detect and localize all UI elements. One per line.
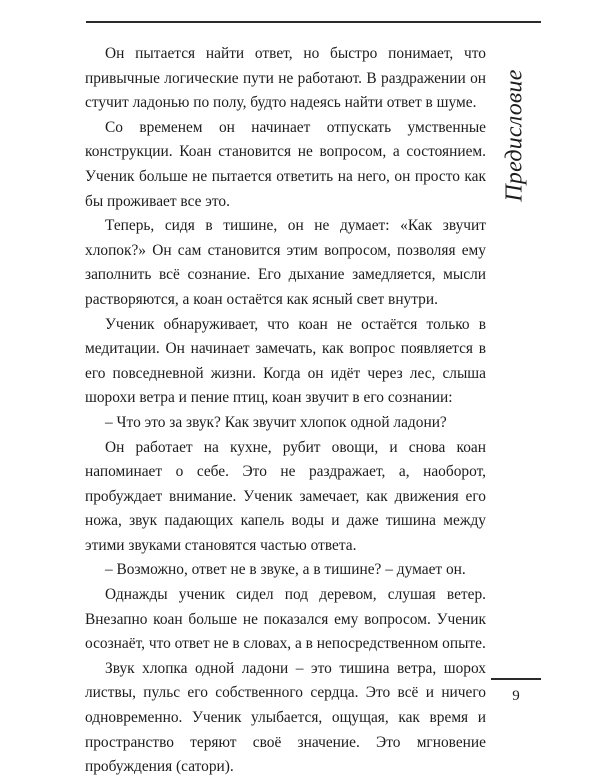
running-title: [500, 60, 530, 210]
paragraph: Однажды ученик сидел под деревом, слушая ветер. Внезапно коан больше не показался ему вопросом. Ученик осознаёт, что ответ не в словах, а в непосредственном опыте.: [85, 586, 486, 653]
paragraph: Звук хлопка одной ладони – это тишина ветра, шорох листвы, пульс его собственного сердца. Это всё и ничего одновременно. Ученик улыбается, ощущая, как время и пространство теряют своё значение. Это мгновение пробуждения (сатори).: [85, 659, 486, 776]
page-body: [85, 42, 486, 780]
paragraph: Он работает на кухне, рубит овощи, и снова коан напоминает о себе. Это не раздражает, а, наоборот, пробуждает внимание. Ученик замечает, как движения его ножа, звук падающих капель воды и даже тишина между этими звуками становятся частью ответа.: [85, 438, 486, 554]
paragraph: Теперь, сидя в тишине, он не думает: «Как звучит хлопок?» Он сам становится этим вопросом, позволяя ему заполнить всё сознание. Его дыхание замедляется, мысли растворяются, а коан остаётся как ясный свет внутри.: [85, 217, 486, 308]
page-number: 9: [512, 688, 520, 704]
paragraph: Со временем он начинает отпускать умственные конструкции. Коан становится не вопросом, а состоянием. Ученик больше не пытается ответить на него, он просто как бы проживает все это.: [85, 118, 486, 210]
top-rule: [86, 21, 541, 23]
dialogue-line: – Возможно, ответ не в звуке, а в тишине? – думает он.: [105, 561, 466, 579]
dialogue-line: – Что это за звук? Как звучит хлопок одной ладони?: [105, 413, 447, 431]
paragraph: Он пытается найти ответ, но быстро понимает, что привычные логические пути не работают. В раздражении он стучит ладонью по полу, будто надеясь найти ответ в шуме.: [85, 45, 486, 112]
running-title-text: Предисловие: [501, 68, 528, 202]
page-number-rule: [491, 678, 541, 680]
paragraph: Ученик обнаруживает, что коан не остаётся только в медитации. Он начинает замечать, как вопрос появляется в его повседневной жизни. Когда он идёт через лес, слыша шорохи ветра и пение птиц, коан звучит в его сознании:: [85, 315, 486, 407]
